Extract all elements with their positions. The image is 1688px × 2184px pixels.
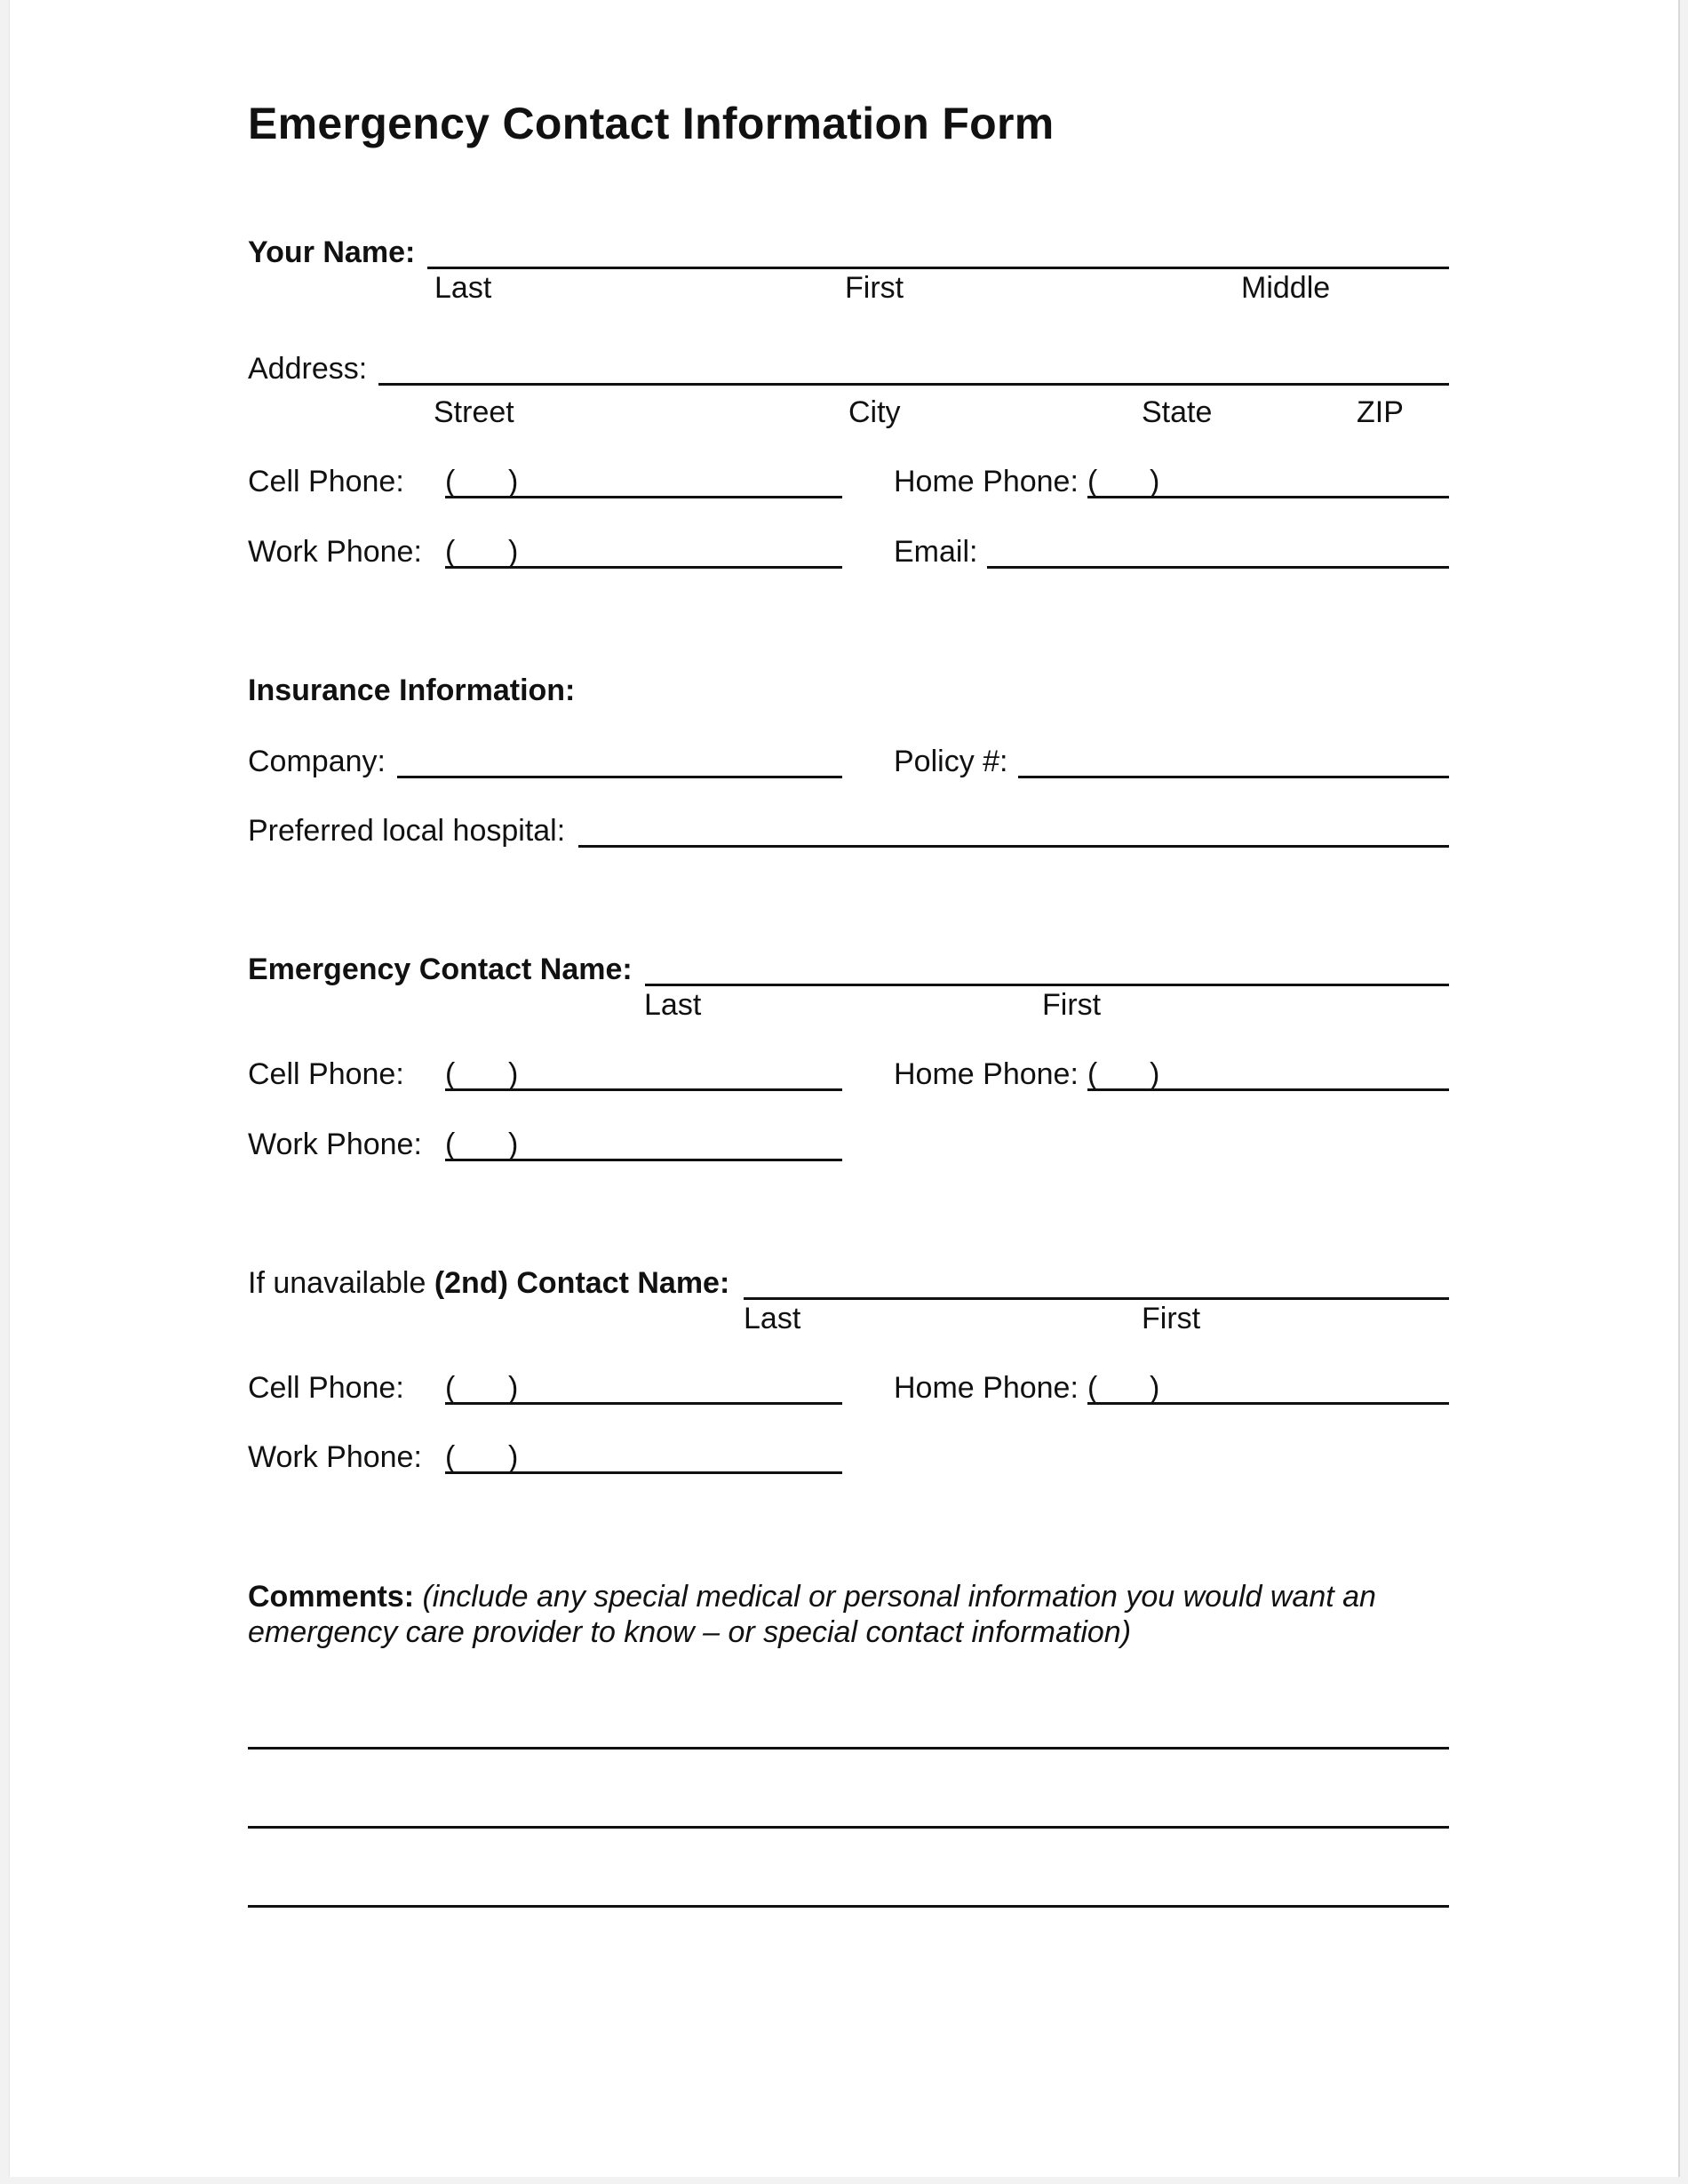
your-name-sub-last: Last [434, 271, 492, 305]
ec-home-phone-paren-close: ) [1150, 1057, 1160, 1091]
policy-label: Policy #: [894, 745, 1008, 778]
ec-home-phone-paren-open: ( [1087, 1057, 1098, 1091]
ec-home-phone-label: Home Phone: [894, 1057, 1079, 1091]
insurance-heading: Insurance Information: [248, 674, 576, 707]
work-phone-field[interactable] [445, 566, 842, 569]
sc-home-phone-field[interactable] [1087, 1402, 1449, 1405]
second-contact-sub-last: Last [744, 1302, 801, 1335]
sc-work-phone-paren-open: ( [445, 1440, 456, 1474]
ec-cell-phone-paren-close: ) [508, 1057, 519, 1091]
cell-phone-label: Cell Phone: [248, 465, 404, 498]
work-phone-paren-open: ( [445, 535, 456, 569]
home-phone-label: Home Phone: [894, 465, 1079, 498]
comments-line1 [248, 1580, 1376, 1614]
sc-cell-phone-label: Cell Phone: [248, 1371, 404, 1405]
sc-cell-phone-paren-open: ( [445, 1371, 456, 1405]
second-contact-label-prefix: If unavailable [248, 1266, 434, 1300]
hospital-label: Preferred local hospital: [248, 814, 566, 848]
work-phone-paren-close: ) [508, 535, 519, 569]
email-label: Email: [894, 535, 978, 569]
sc-home-phone-paren-close: ) [1150, 1371, 1160, 1405]
address-sub-city: City [848, 395, 901, 429]
second-contact-name-field[interactable] [744, 1297, 1449, 1300]
hospital-field[interactable] [578, 845, 1449, 848]
your-name-sub-middle: Middle [1241, 271, 1331, 305]
ec-work-phone-field[interactable] [445, 1159, 842, 1161]
ec-cell-phone-field[interactable] [445, 1088, 842, 1091]
ec-work-phone-paren-open: ( [445, 1128, 456, 1161]
company-field[interactable] [397, 776, 842, 778]
your-name-label: Your Name: [248, 235, 416, 269]
sc-cell-phone-field[interactable] [445, 1402, 842, 1405]
comments-line-field-1[interactable] [248, 1747, 1449, 1750]
home-phone-paren-open: ( [1087, 465, 1098, 498]
cell-phone-paren-close: ) [508, 465, 519, 498]
emergency-contact-name-field[interactable] [645, 984, 1449, 986]
comments-label: Comments: [248, 1580, 415, 1614]
email-field[interactable] [987, 566, 1449, 569]
your-name-sub-first: First [845, 271, 904, 305]
company-label: Company: [248, 745, 386, 778]
cell-phone-field[interactable] [445, 496, 842, 498]
sc-work-phone-label: Work Phone: [248, 1440, 422, 1474]
second-contact-label-bold: (2nd) Contact Name: [434, 1266, 730, 1300]
emergency-contact-label: Emergency Contact Name: [248, 953, 633, 986]
ec-home-phone-field[interactable] [1087, 1088, 1449, 1091]
emergency-contact-sub-last: Last [644, 988, 702, 1022]
ec-cell-phone-paren-open: ( [445, 1057, 456, 1091]
policy-field[interactable] [1018, 776, 1449, 778]
page-title: Emergency Contact Information Form [248, 99, 1055, 148]
comments-instructions-2: emergency care provider to know – or special contact information) [248, 1615, 1132, 1649]
comments-line-field-2[interactable] [248, 1826, 1449, 1829]
address-field[interactable] [378, 383, 1449, 386]
address-label: Address: [248, 352, 368, 386]
ec-work-phone-paren-close: ) [508, 1128, 519, 1161]
second-contact-label [248, 1266, 729, 1301]
home-phone-paren-close: ) [1150, 465, 1160, 498]
second-contact-sub-first: First [1142, 1302, 1201, 1335]
comments-line-field-3[interactable] [248, 1905, 1449, 1908]
sc-work-phone-paren-close: ) [508, 1440, 519, 1474]
address-sub-zip: ZIP [1357, 395, 1404, 429]
cell-phone-paren-open: ( [445, 465, 456, 498]
address-sub-state: State [1142, 395, 1213, 429]
your-name-field[interactable] [427, 267, 1449, 269]
sc-home-phone-paren-open: ( [1087, 1371, 1098, 1405]
sc-home-phone-label: Home Phone: [894, 1371, 1079, 1405]
address-sub-street: Street [434, 395, 514, 429]
ec-work-phone-label: Work Phone: [248, 1128, 422, 1161]
sc-cell-phone-paren-close: ) [508, 1371, 519, 1405]
comments-instructions-1: (include any special medical or personal information you would want an [422, 1580, 1376, 1614]
sc-work-phone-field[interactable] [445, 1471, 842, 1474]
emergency-contact-sub-first: First [1042, 988, 1102, 1022]
form-page [9, 0, 1680, 2177]
home-phone-field[interactable] [1087, 496, 1449, 498]
ec-cell-phone-label: Cell Phone: [248, 1057, 404, 1091]
work-phone-label: Work Phone: [248, 535, 422, 569]
